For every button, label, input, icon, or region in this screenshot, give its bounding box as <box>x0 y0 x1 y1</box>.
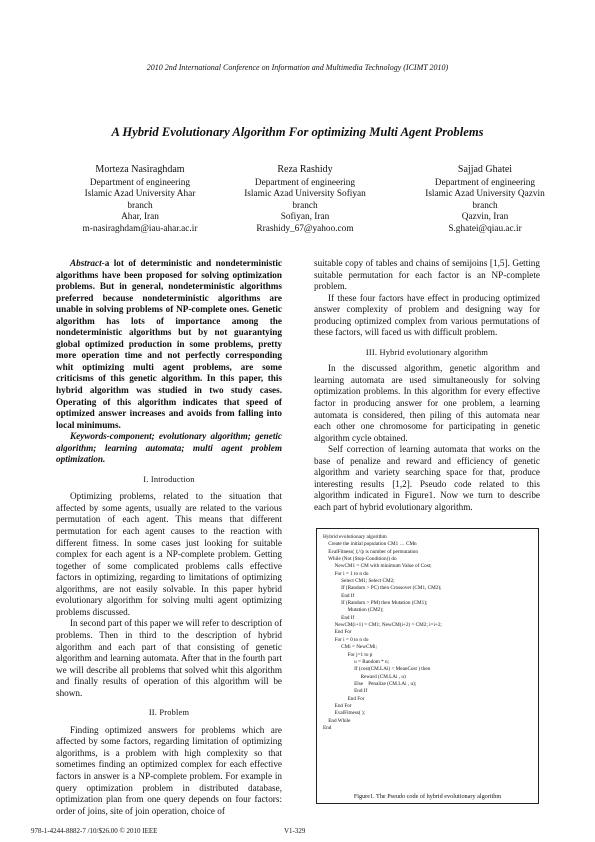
keywords <box>56 431 282 466</box>
right-column <box>314 258 540 513</box>
pseudocode-line: End If <box>323 614 355 621</box>
pseudocode-line: Else Penalize (CM.LAi , u); <box>323 680 417 687</box>
footer-page-number: V1-329 <box>284 827 306 835</box>
pseudocode-line: NewCM1 = CM with minimum Value of Cost; <box>323 563 432 570</box>
pseudocode-line: While (Not (Stop-Condition)) do <box>323 556 397 563</box>
pseudocode-line: If (Random > PM) then Mutation (CM1); <box>323 600 428 607</box>
pseudocode-line: End <box>323 724 332 731</box>
section-heading-introduction: I. Introduction <box>143 474 195 484</box>
right-paragraph-2: If these four factors have effect in producing optimized answer complexity of problem and designing way for producing optimized complex from various permutations of these factors, will faced us with difficult problem. <box>314 292 540 338</box>
pseudocode-line: Reward (CM.LAi , u) <box>323 673 406 680</box>
pseudocode-line: End While <box>323 717 351 724</box>
author-univ: Islamic Azad University Sofiyan <box>244 189 366 200</box>
hybrid-paragraph-1: In the discussed algorithm, genetic algorithm and learning automata are used simultaneously for solving optimization problems. In this algorithm for every effective factor in producing answer for one problem, a learning automata is considered, then piling of this automata near each other one chromosome for participating in genetic algorithm cycle obtained. <box>314 363 540 443</box>
pseudocode-line: For i = 0 to n do <box>323 636 369 643</box>
keywords-text: evolutionary algorithm; genetic algorithm; learning automata; multi agent problem optimization. <box>56 431 282 465</box>
author-email: Rrashidy_67@yahoo.com <box>256 223 354 234</box>
figure-pseudocode <box>316 528 539 804</box>
author-city: Qazvin, Iran <box>461 212 509 223</box>
pseudocode-line: For j=1 to p <box>323 651 373 658</box>
left-column <box>56 258 282 817</box>
author-block-3 <box>410 164 560 236</box>
pseudocode-line: End For <box>323 702 352 709</box>
abstract-text: a lot of deterministic and nondeterministic algorithms have been proposed for solving optimization problems. But in general, nondeterministic algorithms preferred because nondeterministic algorithms are unable in solving problems of NP-complete ones. Genetic algorithm has lots of importance among the nondeterministic algorithms but by not guarantying global optimized production in some problems, pretty more operation time and not perfectly corresponding whit optimizing multi agent problems, are some criticisms of this genetic algorithm. In this paper, this hybrid algorithm was studied in two study cases. Operating of this algorithm indicates that speed of optimized answer increases and avoids from falling into local minimums. <box>56 258 282 430</box>
abstract <box>56 258 282 431</box>
author-city: Sofiyan, Iran <box>280 212 330 223</box>
author-name: Sajjad Ghatei <box>457 164 513 175</box>
author-branch: branch <box>292 200 318 211</box>
right-paragraph-1: suitable copy of tables and chains of semijoins [1,5]. Getting suitable permutation for each factor is an NP-complete problem. <box>314 258 540 292</box>
paper-title: A Hybrid Evolutionary Algorithm For optimizing Multi Agent Problems <box>111 125 484 139</box>
pseudocode-line: End For <box>323 695 365 702</box>
pseudocode-line: EvalFitness( ); <box>323 710 366 717</box>
pseudocode-line: EvalFitness( );//p is number of permutation <box>323 548 418 555</box>
author-city: Ahar, Iran <box>121 212 159 223</box>
author-name: Reza Rashidy <box>277 164 333 175</box>
pseudocode-line: NewCM(i+1) = CM1; NewCM(i+2) = CM2; i=i+2; <box>323 622 442 629</box>
pseudocode-block <box>323 534 442 732</box>
figure-caption: Figure1. The Pseudo code of hybrid evolutionary algorithm <box>353 793 502 800</box>
keywords-label: Keywords-component; <box>70 431 155 442</box>
problem-paragraph-1: Finding optimized answers for problems which are affected by some factors, regarding limitation of optimizing algorithms, is a problem with high complexity so that sometimes finding an optimized complex for each effective factors in answer is a NP-complete problem. For example in query optimization problem in distributed database, optimization plan from one query depends on four factors: order of joins, site of join operation, choice of <box>56 724 282 816</box>
pseudocode-line: End If <box>323 688 368 695</box>
author-dept: Department of engineering <box>254 177 356 188</box>
section-heading-hybrid: III. Hybrid evolutionary algorithm <box>365 347 489 357</box>
conference-header: 2010 2nd International Conference on Information and Multimedia Technology (ICIMT 2010) <box>146 63 449 72</box>
author-email: m-nasiraghdam@iau-ahar.ac.ir <box>82 223 198 234</box>
pseudocode-line: End For <box>323 629 352 636</box>
pseudocode-line: If (Random > PC) then Crossover (CM1, CM2); <box>323 585 442 592</box>
author-email: S.ghatei@qiau.ac.ir <box>448 223 522 234</box>
abstract-label: Abstract- <box>70 258 105 268</box>
author-block-1 <box>55 164 225 236</box>
hybrid-paragraph-2: Self correction of learning automata that works on the base of penalize and reward and efficiency of genetic algorithm and variety searching space for that, produce interesting results [1,2]. Pseudo code related to this algorithm indicated in Figure1. Now we turn to describe each part of hybrid evolutionary algorithm. <box>314 444 540 512</box>
intro-paragraph-2: In second part of this paper we will refer to description of problems. Then in third to the description of hybrid algorithm and each part of that consisting of genetic algorithm and learning automata. After that in the fourth part we will describe all problems that solved whit this algorithm and finally results of operation of this algorithm will be shown. <box>56 618 283 698</box>
pseudocode-line: Select CM1; Select CM2; <box>323 578 395 585</box>
pseudocode-line: Hybrid evolutionary algorithm <box>323 534 387 540</box>
author-branch: branch <box>127 200 153 211</box>
author-univ: Islamic Azad University Qazvin <box>425 189 545 200</box>
author-dept: Department of engineering <box>434 177 536 188</box>
pseudocode-line: u = Random * n; <box>323 658 390 665</box>
author-block-2 <box>230 164 380 236</box>
author-name: Morteza Nasiraghdam <box>95 164 185 175</box>
intro-paragraph-1: Optimizing problems, related to the situation that affected by some agents, usually are related to the various permutation of each agent. This means that different permutation for each agent causes to the reaction with different fitness. In some cases just looking for suitable complex for each agent is a NP-complete problem. Getting together of some complicated problems calls effective factors in optimizing, regarding to limitations of optimizing algorithms, are not easily solvable. In this paper hybrid evolutionary algorithm for solving multi agent optimizing problems discussed. <box>56 491 282 617</box>
author-univ: Islamic Azad University Ahar <box>84 189 196 200</box>
author-dept: Department of engineering <box>89 177 191 188</box>
pseudocode-line: End If <box>323 592 355 599</box>
pseudocode-line: Create the initial population CM1 … CMn <box>323 541 417 548</box>
section-heading-problem: II. Problem <box>148 708 190 718</box>
pseudocode-line: For i = 1 to n do <box>323 570 369 577</box>
author-branch: branch <box>472 200 498 211</box>
footer-isbn: 978-1-4244-8882-7 /10/$26.00 © 2010 IEEE <box>31 827 158 835</box>
pseudocode-line: If (cost(CM.LAi) < MeanCost ) then <box>323 666 431 673</box>
pseudocode-line: CMi = NewCMi; <box>323 644 377 651</box>
pseudocode-line: Mutation (CM2); <box>323 607 384 614</box>
